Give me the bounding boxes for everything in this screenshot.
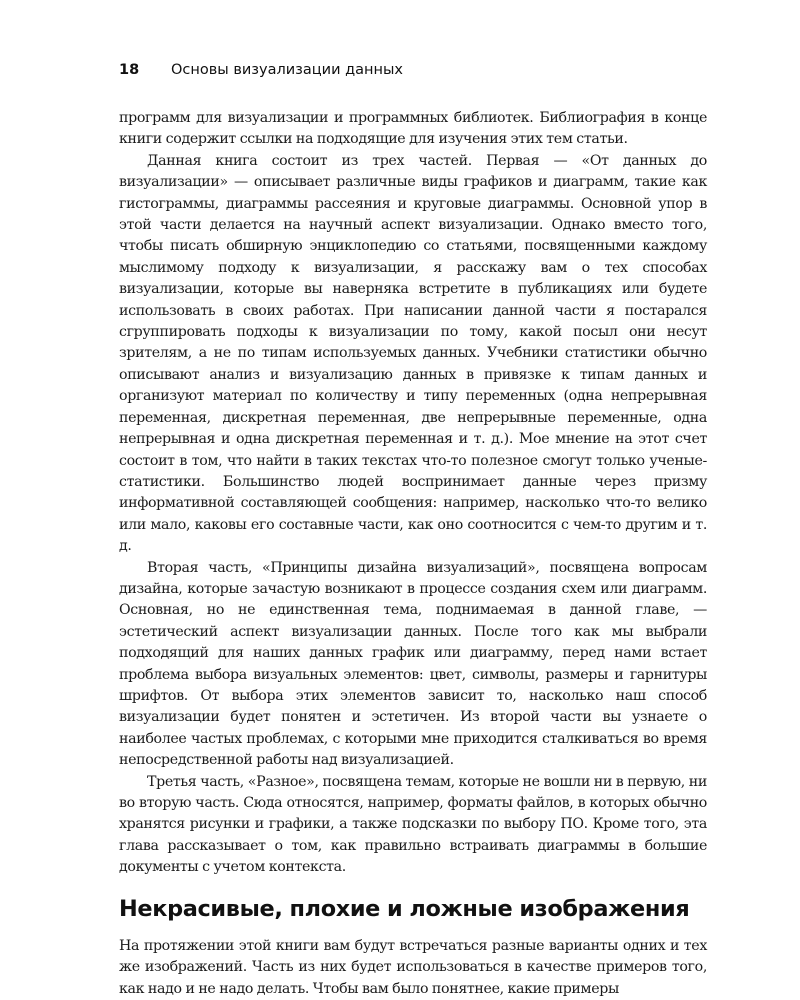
paragraph-book-parts: Данная книга состоит из трех частей. Первая — «От данных до визуализации» — описывает различные виды графиков и диаграмм, такие как гистограммы, диаграммы рассеяния и круговые диаграммы. Основной упор в этой части делается на научный аспект визуализации. Однако вместо того, чтобы писать обширную энциклопедию со статьями, посвященными каждому мыслимому подходу к визуализации, я расскажу вам о тех способах визуализации, которые вы наверняка встретите в публикациях или будете использовать в своих работах. При написании данной части я постарался сгруппировать подходы к визуализации по тому, какой посыл они несут зрителям, а не по типам используемых данных. Учебники статистики обычно описывают анализ и визуализацию данных в привязке к типам данных и организуют материал по количеству и типу переменных (одна непрерывная переменная, дискретная переменная, две непрерывные переменные, одна непрерывная и одна дискретная переменная и т. д.). Мое мнение на этот счет состоит в том, что найти в таких текстах что-то полезное смогут только ученые-статистики. Большинство людей воспринимает данные через призму информативной составляющей сообщения: например, насколько что-то велико или мало, каковы его составные части, как оно соотносится с чем-то другим и т. д. xyxy=(119,152,707,555)
paragraph-part-two: Вторая часть, «Принципы дизайна визуализаций», посвящена вопросам дизайна, которые зачастую возникают в процессе создания схем или диаграмм. Основная, но не единственная тема, поднимаемая в данной главе, — эстетический аспект визуализации данных. После того как мы выбрали подходящий для наших данных график или диаграмму, перед нами встает проблема выбора визуальных элементов: цвет, символы, размеры и гарнитуры шрифтов. От выбора этих элементов зависит то, насколько наш способ визуализации будет понятен и эстетичен. Из второй части вы узнаете о наиболее частых проблемах, с которыми мне приходится сталкиваться во время непосредственной работы над визуализацией. xyxy=(119,559,707,769)
book-page xyxy=(119,62,707,1000)
paragraph-part-three: Третья часть, «Разное», посвящена темам, которые не вошли ни в первую, ни во вторую часть. Сюда относятся, например, форматы файлов, в которых обычно хранятся рисунки и графики, а также подсказки по выбору ПО. Кроме того, эта глава рассказывает о том, как правильно встраивать диаграммы в большие документы с учетом контекста. xyxy=(119,773,707,876)
page-number: 18 xyxy=(119,62,140,78)
chapter-title: Основы визуализации данных xyxy=(171,62,403,78)
section-heading: Некрасивые, плохие и ложные изображения xyxy=(119,895,690,922)
body-text xyxy=(119,108,707,1000)
paragraph-section-intro: На протяжении этой книги вам будут встречаться разные варианты одних и тех же изображений. Часть из них будет использоваться в качестве примеров того, как надо и не надо делать. Чтобы вам было понятнее, какие примеры xyxy=(119,938,707,997)
paragraph-continuation: программ для визуализации и программных библиотек. Библиография в конце книги содержит ссылки на подходящие для изучения этих тем статьи. xyxy=(119,110,707,148)
running-head xyxy=(119,62,707,88)
